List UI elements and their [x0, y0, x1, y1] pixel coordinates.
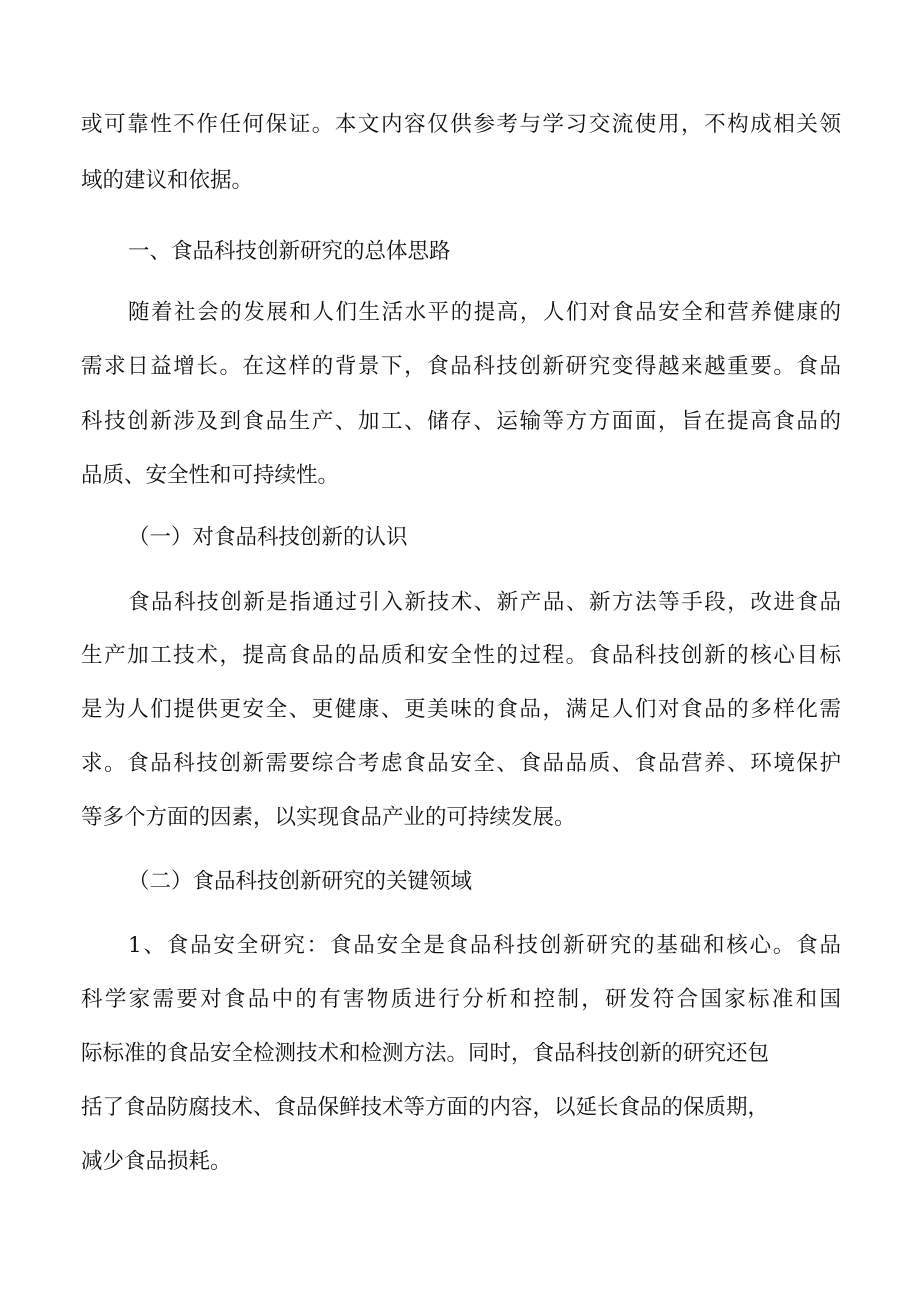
- paragraph-line: 等多个方面的因素，以实现食品产业的可持续发展。: [81, 805, 576, 830]
- paragraph-line: 科技创新涉及到食品生产、加工、储存、运输等方方面面，旨在提高食品的: [81, 409, 841, 434]
- paragraph-line: 随着社会的发展和人们生活水平的提高，人们对食品安全和营养健康的: [128, 300, 841, 325]
- subsection-heading: （一）对食品科技创新的认识: [128, 525, 408, 550]
- paragraph-line: 品质、安全性和可持续性。: [81, 463, 340, 488]
- paragraph-line: 需求日益增长。在这样的背景下，食品科技创新研究变得越来越重要。食品: [81, 354, 841, 379]
- paragraph-line: 1、食品安全研究：食品安全是食品科技创新研究的基础和核心。食品: [128, 933, 841, 958]
- intro-line: 域的建议和依据。: [81, 168, 254, 193]
- paragraph-line: 食品科技创新是指通过引入新技术、新产品、新方法等手段，改进食品: [128, 590, 841, 615]
- paragraph-line: 科学家需要对食品中的有害物质进行分析和控制，研发符合国家标准和国: [81, 987, 841, 1012]
- paragraph-line: 括了食品防腐技术、食品保鲜技术等方面的内容，以延长食品的保质期，: [81, 1095, 770, 1120]
- paragraph-line: 求。食品科技创新需要综合考虑食品安全、食品品质、食品营养、环境保护: [81, 751, 841, 776]
- subsection-heading: （二）食品科技创新研究的关键领域: [128, 869, 473, 894]
- paragraph-line: 生产加工技术，提高食品的品质和安全性的过程。食品科技创新的核心目标: [81, 643, 841, 668]
- section-heading: 一、食品科技创新研究的总体思路: [128, 239, 451, 264]
- paragraph-line: 减少食品损耗。: [81, 1149, 232, 1174]
- paragraph-line: 际标准的食品安全检测技术和检测方法。同时，食品科技创新的研究还包: [81, 1041, 770, 1066]
- paragraph-line: 是为人们提供更安全、更健康、更美味的食品，满足人们对食品的多样化需: [81, 697, 841, 722]
- intro-line: 或可靠性不作任何保证。本文内容仅供参考与学习交流使用，不构成相关领: [81, 112, 841, 137]
